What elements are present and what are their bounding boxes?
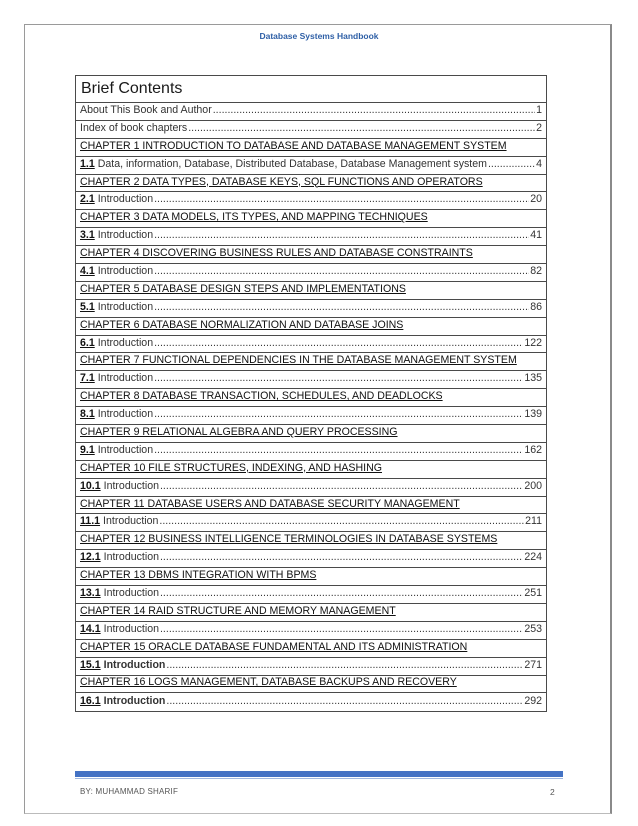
toc-entry-row[interactable] <box>76 228 546 246</box>
page-number: 211 <box>525 515 542 528</box>
dot-leader <box>154 407 523 424</box>
toc-entry-row[interactable] <box>76 693 546 711</box>
page-number: 20 <box>530 193 542 206</box>
chapter-title: CHAPTER 14 RAID STRUCTURE AND MEMORY MANAGEMENT <box>80 604 396 617</box>
toc-chapter-row[interactable] <box>76 318 546 336</box>
page-number: 253 <box>524 622 542 635</box>
entry-label: Introduction <box>97 265 154 277</box>
dot-leader <box>188 121 535 138</box>
entry-label: Introduction <box>97 300 154 313</box>
toc-chapter-row[interactable] <box>76 139 546 157</box>
toc-chapter-row[interactable] <box>76 353 546 371</box>
dot-leader <box>154 336 523 353</box>
dot-leader <box>160 550 523 567</box>
section-number: 1.1 <box>80 157 95 170</box>
toc-chapter-row[interactable] <box>76 461 546 479</box>
chapter-title: CHAPTER 5 DATABASE DESIGN STEPS AND IMPLEMENTATIONS <box>80 282 406 295</box>
dot-leader <box>166 693 523 711</box>
section-number: 11.1 <box>80 515 101 528</box>
page-number: 200 <box>524 479 542 492</box>
toc-entry-row[interactable] <box>76 658 546 676</box>
entry-label: Introduction <box>97 408 154 421</box>
toc-title: Brief Contents <box>76 76 546 103</box>
toc-entry-row[interactable] <box>76 407 546 425</box>
entry-label: Introduction <box>103 695 166 708</box>
toc-entry-row[interactable] <box>76 443 546 461</box>
section-number: 16.1 <box>80 695 101 708</box>
toc-chapter-row[interactable] <box>76 282 546 300</box>
chapter-title: CHAPTER 1 INTRODUCTION TO DATABASE AND DATABASE MANAGEMENT SYSTEM <box>80 139 507 152</box>
entry-label: Introduction <box>103 658 166 671</box>
page-number: 224 <box>524 551 542 564</box>
toc-entry-row[interactable] <box>76 300 546 318</box>
dot-leader <box>154 300 529 317</box>
chapter-title: CHAPTER 15 ORACLE DATABASE FUNDAMENTAL AND ITS ADMINISTRATION <box>80 640 468 653</box>
section-number: 2.1 <box>80 193 95 206</box>
chapter-title: CHAPTER 12 BUSINESS INTELLIGENCE TERMINOLOGIES IN DATABASE SYSTEMS <box>80 533 498 546</box>
section-number: 14.1 <box>80 622 101 635</box>
entry-label: Introduction <box>97 443 154 456</box>
toc-entry-row[interactable] <box>76 157 546 175</box>
chapter-title: CHAPTER 16 LOGS MANAGEMENT, DATABASE BACKUPS AND RECOVERY <box>80 676 457 689</box>
dot-leader <box>213 103 535 120</box>
toc-entry-row[interactable] <box>76 550 546 568</box>
dot-leader <box>166 658 523 675</box>
page-number: 122 <box>524 336 542 349</box>
entry-label: Introduction <box>97 229 154 242</box>
toc-entry-row[interactable] <box>76 479 546 497</box>
dot-leader <box>154 264 529 281</box>
section-number: 12.1 <box>80 551 101 564</box>
toc-chapter-row[interactable] <box>76 604 546 622</box>
dot-leader <box>154 371 523 388</box>
section-number: 7.1 <box>80 372 95 385</box>
entry-label: About This Book and Author <box>80 103 212 116</box>
section-number: 6.1 <box>80 336 95 349</box>
entry-label: Data, information, Database, Distributed Database, Database Management system <box>97 157 487 170</box>
running-header: Database Systems Handbook <box>259 31 379 41</box>
entry-label: Introduction <box>97 372 154 385</box>
toc-entry-row[interactable] <box>76 622 546 640</box>
chapter-title: CHAPTER 2 DATA TYPES, DATABASE KEYS, SQL FUNCTIONS AND OPERATORS <box>80 175 483 188</box>
chapter-title: CHAPTER 10 FILE STRUCTURES, INDEXING, AND HASHING <box>80 461 382 474</box>
section-number: 4.1 <box>80 265 95 277</box>
toc-chapter-row[interactable] <box>76 676 546 694</box>
page-number: 41 <box>530 229 542 242</box>
toc-chapter-row[interactable] <box>76 210 546 228</box>
toc-entry-row[interactable] <box>76 336 546 354</box>
brief-contents-table <box>75 75 547 712</box>
chapter-title: CHAPTER 9 RELATIONAL ALGEBRA AND QUERY PROCESSING <box>80 426 398 439</box>
entry-label: Introduction <box>103 515 159 528</box>
dot-leader <box>159 514 524 531</box>
page-number: 4 <box>536 157 542 170</box>
toc-entry-row[interactable] <box>76 514 546 532</box>
toc-chapter-row[interactable] <box>76 568 546 586</box>
toc-chapter-row[interactable] <box>76 640 546 658</box>
entry-label: Introduction <box>97 336 154 349</box>
section-number: 10.1 <box>80 479 101 492</box>
section-number: 8.1 <box>80 408 95 421</box>
chapter-title: CHAPTER 8 DATABASE TRANSACTION, SCHEDULES, AND DEADLOCKS <box>80 390 443 403</box>
dot-leader <box>154 228 529 245</box>
section-number: 3.1 <box>80 229 95 242</box>
section-number: 15.1 <box>80 658 101 671</box>
toc-rows <box>76 103 546 711</box>
toc-entry-row[interactable] <box>76 586 546 604</box>
toc-entry-row[interactable] <box>76 371 546 389</box>
toc-chapter-row[interactable] <box>76 425 546 443</box>
toc-entry-row[interactable] <box>76 192 546 210</box>
chapter-title: CHAPTER 4 DISCOVERING BUSINESS RULES AND DATABASE CONSTRAINTS <box>80 247 473 260</box>
dot-leader <box>160 622 523 639</box>
footer-author: BY: MUHAMMAD SHARIF <box>80 787 179 796</box>
page-number: 139 <box>524 408 542 421</box>
toc-entry-row[interactable] <box>76 103 546 121</box>
section-number: 9.1 <box>80 443 95 456</box>
toc-chapter-row[interactable] <box>76 532 546 550</box>
toc-entry-row[interactable] <box>76 121 546 139</box>
entry-label: Index of book chapters <box>80 121 188 134</box>
footer-divider <box>75 778 563 779</box>
entry-label: Introduction <box>103 622 159 635</box>
footer-page-number: 2 <box>550 787 555 797</box>
toc-chapter-row[interactable] <box>76 497 546 515</box>
entry-label: Introduction <box>103 551 159 564</box>
page-number: 251 <box>524 587 542 600</box>
section-number: 5.1 <box>80 300 95 313</box>
page-number: 135 <box>524 372 542 385</box>
entry-label: Introduction <box>103 479 159 492</box>
footer-bar <box>75 771 563 777</box>
toc-chapter-row[interactable] <box>76 246 546 264</box>
toc-entry-row[interactable] <box>76 264 546 282</box>
toc-chapter-row[interactable] <box>76 389 546 407</box>
dot-leader <box>488 157 535 174</box>
dot-leader <box>154 192 529 209</box>
entry-label: Introduction <box>103 587 159 600</box>
page-number: 86 <box>530 300 542 313</box>
chapter-title: CHAPTER 13 DBMS INTEGRATION WITH BPMS <box>80 569 317 582</box>
toc-chapter-row[interactable] <box>76 175 546 193</box>
page-number: 292 <box>524 695 542 708</box>
page-number: 271 <box>524 658 542 671</box>
page-number: 2 <box>536 121 542 134</box>
page-number: 162 <box>524 443 542 456</box>
section-number: 13.1 <box>80 587 101 600</box>
chapter-title: CHAPTER 11 DATABASE USERS AND DATABASE SECURITY MANAGEMENT <box>80 497 460 510</box>
chapter-title: CHAPTER 6 DATABASE NORMALIZATION AND DATABASE JOINS <box>80 318 404 331</box>
chapter-title: CHAPTER 3 DATA MODELS, ITS TYPES, AND MAPPING TECHNIQUES <box>80 211 428 224</box>
page-number: 82 <box>530 265 542 277</box>
page-number: 1 <box>536 103 542 116</box>
dot-leader <box>160 479 523 496</box>
chapter-title: CHAPTER 7 FUNCTIONAL DEPENDENCIES IN THE DATABASE MANAGEMENT SYSTEM <box>80 354 517 367</box>
dot-leader <box>154 443 523 460</box>
dot-leader <box>160 586 523 603</box>
entry-label: Introduction <box>97 193 154 206</box>
